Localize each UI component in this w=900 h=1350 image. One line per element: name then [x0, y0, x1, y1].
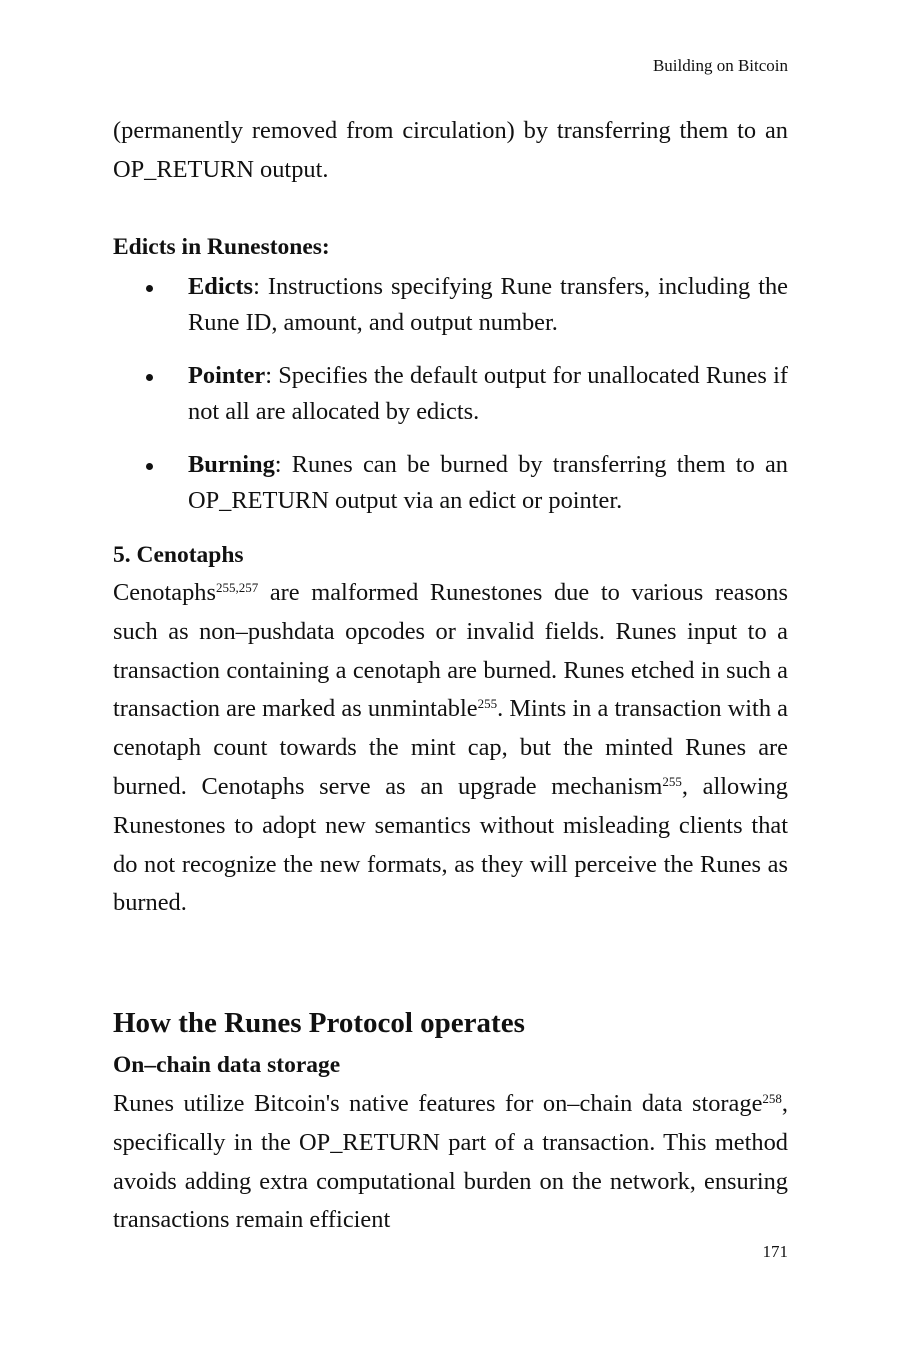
bullet-text: : Runes can be burned by transferring them to an OP_RETURN output via an edict or pointer. — [188, 451, 788, 514]
text-run: , specifically in the OP_RETURN part of a transaction. This method avoids adding extra computational burden on the network, ensuring transactions remain efficient — [113, 1090, 788, 1234]
bullet-term: Pointer — [188, 362, 266, 389]
cenotaphs-paragraph — [113, 574, 788, 923]
storage-paragraph — [113, 1085, 788, 1240]
footnote-ref: 255 — [662, 773, 682, 789]
bullet-icon — [146, 374, 153, 381]
cenotaphs-heading: 5. Cenotaphs — [113, 542, 244, 568]
bullet-item-edicts — [188, 269, 788, 341]
text-run: Runes utilize Bitcoin's native features for on–chain data storage — [113, 1090, 763, 1117]
edicts-heading: Edicts in Runestones: — [113, 234, 330, 260]
footnote-ref: 255,257 — [215, 580, 259, 595]
footnote-ref: 255 — [477, 696, 498, 712]
subsection-heading: On–chain data storage — [113, 1052, 341, 1078]
footnote-ref: 258 — [762, 1091, 782, 1106]
running-header: Building on Bitcoin — [652, 56, 788, 75]
bullet-term: Burning — [188, 451, 275, 478]
bullet-text: : Specifies the default output for unallocated Runes if not all are allocated by edicts. — [188, 362, 788, 425]
text-run: , allowing Runestones to adopt new semantics without misleading clients that do not recognize the new formats, as they will perceive the Runes as burned. — [113, 772, 788, 917]
page-number: 171 — [762, 1242, 788, 1261]
section-heading: How the Runes Protocol operates — [113, 1007, 525, 1039]
bullet-icon — [146, 463, 153, 470]
bullet-item-burning — [188, 447, 788, 519]
text-run: . Mints in a transaction with a cenotaph count towards the mint cap, but the minted Runes are burned. Cenotaphs serve as an upgrade mechanism — [113, 695, 789, 800]
text-run: Cenotaphs — [113, 579, 216, 606]
bullet-icon — [146, 285, 153, 292]
bullet-term: Edicts — [188, 273, 254, 300]
bullet-item-pointer — [188, 358, 788, 430]
text-run: are malformed Runestones due to various reasons such as non–pushdata opcodes or invalid fields. Runes input to a transaction containing a cenotaph are burned. Runes etched in such a transaction are marked as unmintable — [113, 579, 788, 723]
bullet-text: : Instructions specifying Rune transfers, including the Rune ID, amount, and output number. — [188, 273, 788, 336]
intro-continuation-paragraph: (permanently removed from circulation) by transferring them to an OP_RETURN output. — [113, 117, 788, 183]
book-page — [113, 0, 788, 1350]
